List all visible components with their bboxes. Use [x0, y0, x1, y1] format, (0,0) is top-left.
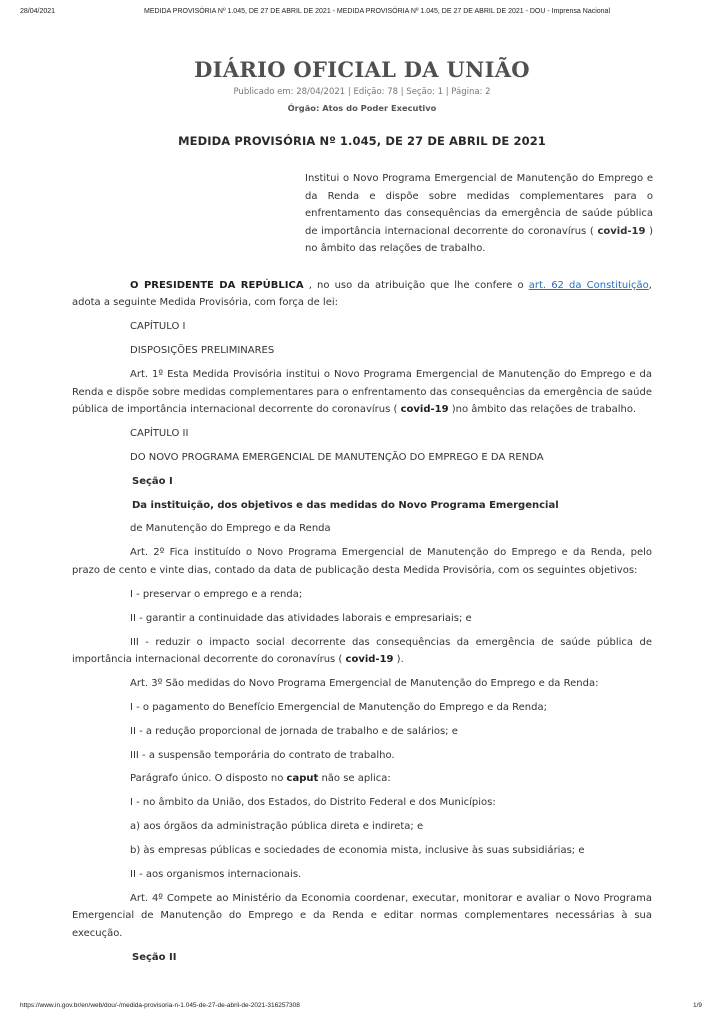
article-4: Art. 4º Compete ao Ministério da Economia coordenar, executar, monitorar e avaliar o Novo Programa Emergencial de Manutenção do Emprego e da Renda e editar normas complementares necessárias à sua execução.	[72, 892, 652, 939]
ementa-bold: covid-19	[597, 225, 646, 237]
paragraph-text: Parágrafo único. O disposto no	[130, 773, 287, 785]
issuing-organ: Órgão: Atos do Poder Executivo	[287, 103, 437, 113]
page-url: https://www.in.gov.br/en/web/dou/-/medida-provisoria-n-1.045-de-27-de-abril-de-2021-316257308	[20, 1002, 300, 1009]
article-2: Art. 2º Fica instituído o Novo Programa Emergencial de Manutenção do Emprego e da Renda, pelo prazo de cento e vinte dias, contado da data de publicação desta Medida Provisória, com os seguintes objetivos:	[72, 547, 652, 576]
section-1-title: Da instituição, dos objetivos e das medidas do Novo Programa Emergencial	[132, 499, 559, 511]
ementa	[305, 170, 653, 258]
print-date: 28/04/2021	[20, 8, 56, 15]
chapter-2-title: DO NOVO PROGRAMA EMERGENCIAL DE MANUTENÇÃO DO EMPREGO E DA RENDA	[130, 451, 544, 463]
article-3-item-3: III - a suspensão temporária do contrato de trabalho.	[130, 749, 395, 761]
paragraph-item-1: I - no âmbito da União, dos Estados, do Distrito Federal e dos Municípios:	[130, 797, 496, 809]
section-1-title-continued: de Manutenção do Emprego e da Renda	[130, 523, 331, 535]
publication-meta: Publicado em: 28/04/2021 | Edição: 78 | Seção: 1 | Página: 2	[233, 87, 491, 97]
article-1-bold: covid-19	[400, 403, 449, 415]
masthead	[0, 57, 724, 114]
paragraph-item-b: b) às empresas públicas e sociedades de economia mista, inclusive às suas subsidiárias; e	[130, 845, 585, 857]
article-3-paragraph	[72, 770, 652, 787]
section-1-heading: Seção I	[132, 475, 173, 487]
chapter-1-title: DISPOSIÇÕES PRELIMINARES	[130, 345, 275, 357]
paragraph-bold: caput	[286, 773, 319, 785]
article-1-text: Art. 1º Esta Medida Provisória institui o Novo Programa Emergencial de Manutenção do Emprego e da Renda e dispõe sobre medidas complementares para o enfrentamento das consequências da emergência de saúde pública de importância internacional decorrente do coronavírus (	[72, 369, 652, 415]
article-2-item-2: II - garantir a continuidade das atividades laborais e empresariais; e	[130, 612, 472, 624]
article-3: Art. 3º São medidas do Novo Programa Emergencial de Manutenção do Emprego e da Renda:	[130, 677, 599, 689]
ementa-text-end: ) no âmbito das relações de trabalho.	[305, 225, 653, 254]
preamble-text-end: , adota a seguinte Medida Provisória, com força de lei:	[72, 280, 652, 309]
article-1	[72, 366, 652, 418]
document-title: MEDIDA PROVISÓRIA Nº 1.045, DE 27 DE ABRIL DE 2021	[178, 134, 546, 148]
article-1-text-end: )no âmbito das relações de trabalho.	[448, 403, 637, 415]
print-header	[0, 8, 724, 22]
section-2-heading: Seção II	[132, 951, 177, 963]
ementa-text: Institui o Novo Programa Emergencial de Manutenção do Emprego e da Renda e dispõe sobre medidas complementares para o enfrentamento das consequências da emergência de saúde pública de importância internacional decorrente do coronavírus (	[305, 173, 653, 237]
page-number: 1/9	[692, 1002, 702, 1009]
paragraph-item-2: II - aos organismos internacionais.	[130, 869, 302, 881]
preamble-text: , no uso da atribuição que lhe confere o	[303, 280, 529, 291]
document-body	[72, 277, 652, 973]
article-3-item-1: I - o pagamento do Benefício Emergencial de Manutenção do Emprego e da Renda;	[130, 701, 547, 713]
chapter-1-heading: CAPÍTULO I	[130, 321, 186, 333]
article-2-item-3-text: III - reduzir o impacto social decorrente das consequências da emergência de saúde pública de importância internacional decorrente do coronavírus (	[72, 636, 652, 665]
print-title: MEDIDA PROVISÓRIA Nº 1.045, DE 27 DE ABRIL DE 2021 - MEDIDA PROVISÓRIA Nº 1.045, DE 27 DE ABRIL DE 2021 - DOU - Imprensa Nacional	[144, 8, 610, 15]
article-2-item-3-end: ).	[393, 653, 404, 665]
print-footer	[0, 1002, 724, 1014]
paragraph-item-a: a) aos órgãos da administração pública direta e indireta; e	[130, 821, 424, 833]
article-2-item-3-bold: covid-19	[345, 653, 394, 665]
article-2-item-1: I - preservar o emprego e a renda;	[130, 588, 303, 600]
article-3-item-2: II - a redução proporcional de jornada de trabalho e de salários; e	[130, 725, 458, 737]
preamble-bold: O PRESIDENTE DA REPÚBLICA	[130, 280, 304, 291]
brand-title: DIÁRIO OFICIAL DA UNIÃO	[194, 57, 530, 82]
chapter-2-heading: CAPÍTULO II	[130, 427, 189, 439]
preamble	[72, 277, 652, 312]
article-2-item-3	[72, 634, 652, 669]
paragraph-text-end: não se aplica:	[318, 773, 391, 785]
constitution-link[interactable]: art. 62 da Constituição	[528, 280, 649, 291]
